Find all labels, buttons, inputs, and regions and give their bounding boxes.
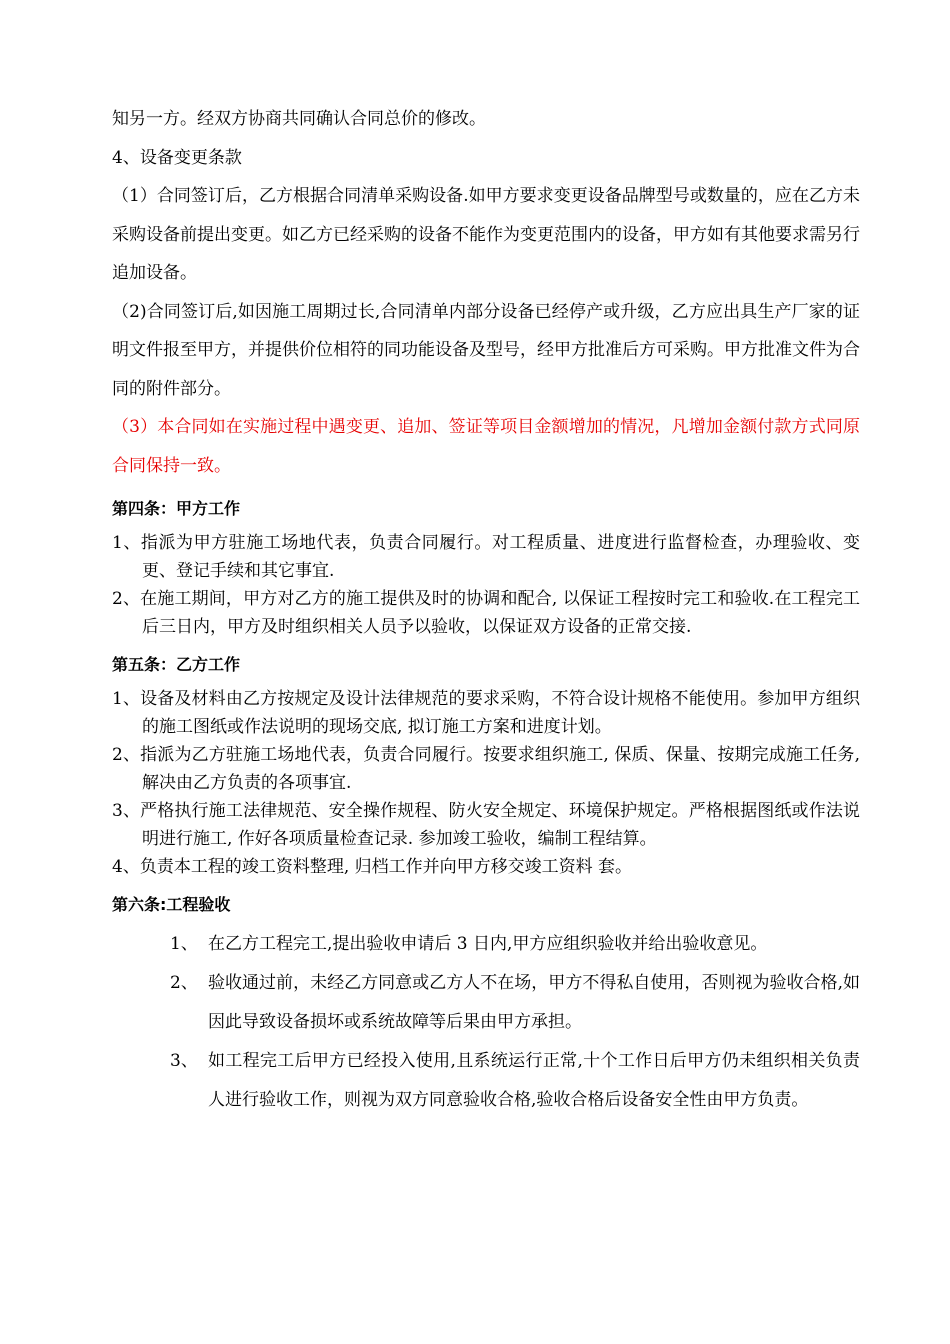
item-number: 3、: [170, 1051, 198, 1071]
article-5-title: 第五条：乙方工作: [112, 655, 241, 674]
article-6-title: 第六条:工程验收: [112, 895, 231, 914]
item-text: 如工程完工后甲方已经投入使用,且系统运行正常,十个工作日后甲方仍未组织相关负责人进行验收工作，则视为双方同意验收合格,验收合格后设备安全性由甲方负责。: [208, 1051, 860, 1110]
item-text: 在乙方工程完工,提出验收申请后 3 日内,甲方应组织验收并给出验收意见。: [208, 934, 768, 954]
clause-1: （1）合同签订后，乙方根据合同清单采购设备.如甲方要求变更设备品牌型号或数量的，应在乙方未采购设备前提出变更。如乙方已经采购的设备不能作为变更范围内的设备，甲方如有其他要求需另行追加设备。: [112, 186, 860, 283]
item-text: 验收通过前，未经乙方同意或乙方人不在场，甲方不得私自使用，否则视为验收合格,如因此导致设备损坏或系统故障等后果由甲方承担。: [208, 973, 860, 1032]
article-6-list: [112, 925, 860, 1120]
article-6-item: [170, 964, 860, 1042]
equipment-change-title: 4、设备变更条款: [112, 147, 242, 168]
article-4-item: 1、指派为甲方驻施工场地代表，负责合同履行。对工程质量、进度进行监督检查，办理验收、变更、登记手续和其它事宜.: [112, 533, 860, 581]
item-number: 2、: [170, 973, 198, 993]
article-6-item: [170, 1042, 860, 1120]
article-5-item: 2、指派为乙方驻施工场地代表，负责合同履行。按要求组织施工, 保质、保量、按期完成施工任务, 解决由乙方负责的各项事宜.: [112, 745, 860, 793]
paragraph-intro: 知另一方。经双方协商共同确认合同总价的修改。: [112, 109, 486, 129]
article-4-title: 第四条：甲方工作: [112, 499, 241, 518]
article-5-item: 4、负责本工程的竣工资料整理, 归档工作并向甲方移交竣工资料 套。: [112, 857, 633, 877]
article-4-item: 2、在施工期间，甲方对乙方的施工提供及时的协调和配合, 以保证工程按时完工和验收.在工程完工后三日内，甲方及时组织相关人员予以验收，以保证双方设备的正常交接.: [112, 589, 860, 637]
article-6-item: [170, 925, 860, 964]
item-number: 1、: [170, 934, 198, 954]
article-5-item: 3、严格执行施工法律规范、安全操作规程、防火安全规定、环境保护规定。严格根据图纸或作法说明进行施工, 作好各项质量检查记录. 参加竣工验收，编制工程结算。: [112, 801, 860, 849]
article-5-item: 1、设备及材料由乙方按规定及设计法律规范的要求采购，不符合设计规格不能使用。参加甲方组织的施工图纸或作法说明的现场交底, 拟订施工方案和进度计划。: [112, 689, 860, 737]
clause-2: （2)合同签订后,如因施工周期过长,合同清单内部分设备已经停产或升级，乙方应出具生产厂家的证明文件报至甲方，并提供价位相符的同功能设备及型号，经甲方批准后方可采购。甲方批准文件为合同的附件部分。: [112, 301, 860, 399]
clause-3-highlighted: （3）本合同如在实施过程中遇变更、追加、签证等项目金额增加的情况，凡增加金额付款方式同原合同保持一致。: [112, 417, 860, 476]
